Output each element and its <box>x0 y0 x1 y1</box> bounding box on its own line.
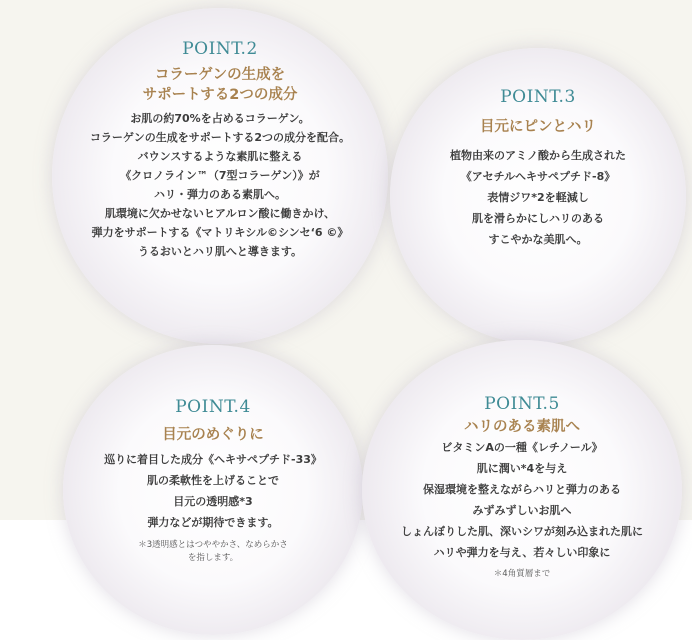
point3-text-line: すこやかな美肌へ。 <box>488 233 588 246</box>
point4-text-line: 目元の透明感*3 <box>173 495 253 508</box>
point2-heading-line-1: コラーゲンの生成を <box>154 67 286 83</box>
point3-text-line: 表情ジワ*2を軽減し <box>487 191 589 204</box>
point5-text-line: みずみずしいお肌へ <box>472 504 572 517</box>
point3-text-line: 《アセチルヘキサペプチド-8》 <box>460 170 616 183</box>
point3-heading: 目元にピンとハリ <box>480 119 596 135</box>
point2-text-line: ハリ・弾力のある素肌へ。 <box>154 188 286 201</box>
point4-heading: 目元のめぐりに <box>162 427 264 443</box>
point2-block <box>52 38 388 261</box>
point5-text-line: 保湿環境を整えながらハリと弾力のある <box>423 483 621 496</box>
point2-text-line: バウンスするような素肌に整える <box>137 150 303 163</box>
point5-heading: ハリのある素肌へ <box>464 419 580 435</box>
point2-text-line: 《クロノライン™（7型コラーゲン）》が <box>120 169 320 182</box>
point4-text-line: 巡りに着目した成分《ヘキサペプチド-33》 <box>104 453 322 466</box>
point3-block <box>390 86 686 250</box>
point4-text-line: 肌の柔軟性を上げることで <box>147 474 279 487</box>
point2-text-line: うるおいとハリ肌へと導きます。 <box>137 245 303 258</box>
point4-footnote: を指します。 <box>187 553 239 563</box>
point5-text-line: しょんぼりした肌、深いシワが刻み込まれた肌に <box>401 525 643 538</box>
point2-text-line: 弾力をサポートする《マトリキシル©シンセ‘6 ©》 <box>91 226 349 239</box>
point3-label: POINT.3 <box>500 87 576 107</box>
point3-text-line: 植物由来のアミノ酸から生成された <box>450 149 626 162</box>
point5-text-line: ビタミンAの一種《レチノール》 <box>441 441 603 454</box>
point4-block <box>63 396 363 565</box>
point3-text-line: 肌を滑らかにしハリのある <box>472 212 604 225</box>
point5-text-line: ハリや弾力を与え、若々しい印象に <box>433 546 611 559</box>
point2-text-line: お肌の約70%を占めるコラーゲン。 <box>130 112 310 125</box>
point2-label: POINT.2 <box>182 39 258 59</box>
point5-block <box>362 393 682 581</box>
point2-heading-line-2: サポートする2つの成分 <box>142 87 298 103</box>
point4-footnote: ＊3透明感とはつややかさ、なめらかさ <box>138 540 288 550</box>
point2-text-line: コラーゲンの生成をサポートする2つの成分を配合。 <box>89 131 351 144</box>
point4-text-line: 弾力などが期待できます。 <box>147 516 279 529</box>
point5-text-line: 肌に潤い*4を与え <box>476 462 568 475</box>
point5-label: POINT.5 <box>484 394 560 414</box>
point5-footnote: ＊4角質層まで <box>493 569 551 579</box>
point4-label: POINT.4 <box>175 397 251 417</box>
point2-text-line: 肌環境に欠かせないヒアルロン酸に働きかけ、 <box>104 207 336 220</box>
